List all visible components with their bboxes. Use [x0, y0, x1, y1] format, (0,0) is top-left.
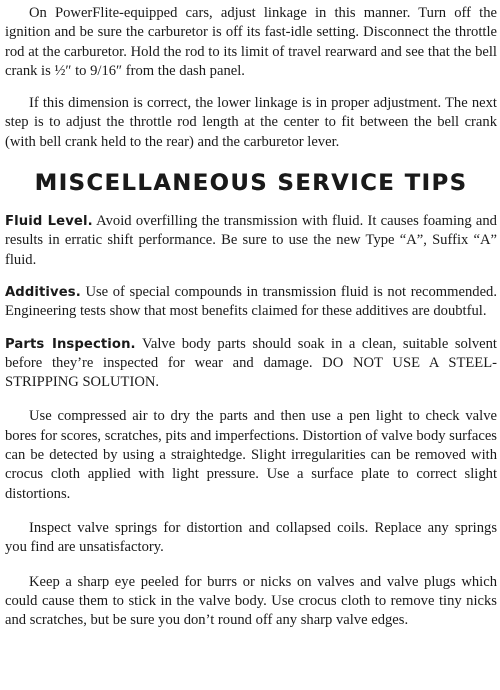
additives-text: Use of special compounds in transmission fluid is not recommended. Engineering tests show that most benefits claimed for these additives are doubtful. [5, 283, 497, 320]
fluid-level-paragraph [5, 212, 497, 270]
valve-springs-paragraph: Inspect valve springs for distortion and collapsed coils. Replace any springs you find are unsatisfactory. [5, 519, 497, 556]
compressed-air-paragraph: Use compressed air to dry the parts and then use a pen light to check valve bores for scores, scratches, pits and imperfections. Distortion of valve body surfaces can be detected by using a straightedge. Slight irregularities can be removed with crocus cloth applied with light pressure. Use a surface plate to correct slight distortions. [5, 408, 497, 502]
section-heading: MISCELLANEOUS SERVICE TIPS [34, 171, 468, 197]
parts-inspection-paragraph [5, 335, 497, 393]
intro-paragraph-dimension: If this dimension is correct, the lower linkage is in proper adjustment. The next step is to adjust the throttle rod length at the center to fit between the bell crank (with bell crank held to the rear) and the carburetor lever. [5, 95, 497, 150]
intro-paragraph-linkage: On PowerFlite-equipped cars, adjust linkage in this manner. Turn off the ignition and be sure the carburetor is off its fast-idle setting. Disconnect the throttle rod at the carburetor. Hold the rod to its limit of travel rearward and see that the bell crank is ½″ to 9/16″ from the dash panel. [5, 5, 497, 79]
fluid-level-text: Avoid overfilling the transmission with fluid. It causes foaming and results in erratic shift performance. Be sure to use the new Type “A”, Suffix “A” fluid. [5, 213, 497, 268]
fluid-level-lead: Fluid Level. [5, 214, 93, 230]
sharp-eye-paragraph: Keep a sharp eye peeled for burrs or nicks on valves and valve plugs which could cause them to stick in the valve body. Use crocus cloth to remove tiny nicks and scratches, but be sure you don’t round off any sharp valve edges. [5, 573, 497, 629]
additives-paragraph [5, 283, 497, 322]
additives-lead: Additives. [5, 284, 81, 300]
parts-inspection-lead: Parts Inspection. [5, 336, 136, 352]
parts-inspection-text: Valve body parts should soak in a clean, suitable solvent before they’re inspected for wear and damage. DO NOT USE A STEEL-STRIPPING SOLUTION. [5, 335, 497, 391]
